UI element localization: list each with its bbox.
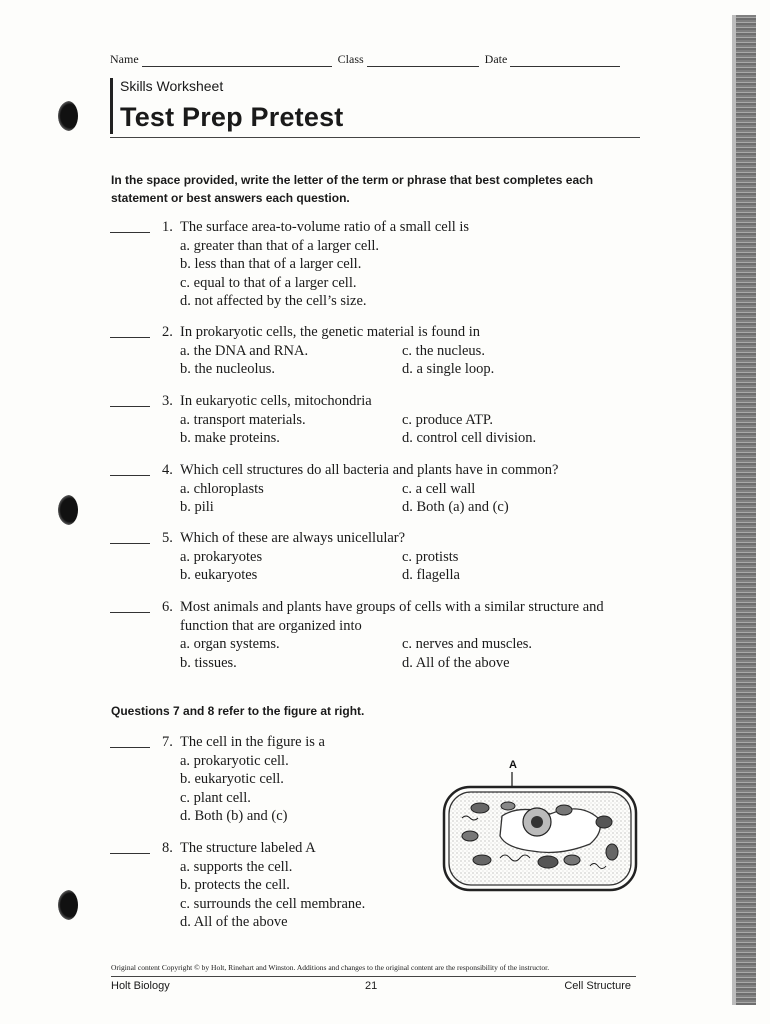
- page-number: 21: [365, 980, 378, 992]
- option-d: d. All of the above: [402, 654, 510, 671]
- option-b: b. eukaryotic cell.: [180, 771, 284, 787]
- title-divider: [110, 137, 640, 138]
- question-number: 8.: [162, 840, 173, 856]
- date-label: Date: [484, 52, 508, 66]
- option-d: d. Both (a) and (c): [402, 499, 509, 515]
- footer-book: Holt Biology: [111, 980, 170, 992]
- figure-label-a: A: [509, 759, 517, 771]
- option-c: c. nerves and muscles.: [402, 636, 533, 652]
- answer-blank-3[interactable]: [110, 406, 150, 407]
- option-a: a. organ systems.: [180, 636, 280, 652]
- plant-cell-diagram-icon: [440, 756, 640, 896]
- option-d: d. a single loop.: [402, 361, 495, 377]
- option-a: a. prokaryotic cell.: [180, 752, 289, 769]
- option-a: a. transport materials.: [180, 411, 306, 428]
- question-number: 4.: [162, 462, 173, 478]
- option-c: c. protists: [402, 548, 459, 565]
- answer-blank-5[interactable]: [110, 543, 150, 544]
- page-title: Test Prep Pretest: [120, 102, 344, 132]
- question-stem: In prokaryotic cells, the genetic material is found in: [180, 324, 480, 340]
- option-c: c. the nucleus.: [402, 342, 485, 359]
- option-b: b. eukaryotes: [180, 567, 258, 583]
- question-stem: Which cell structures do all bacteria and plants have in common?: [180, 462, 559, 478]
- option-d: d. All of the above: [180, 914, 288, 930]
- class-label: Class: [337, 52, 364, 66]
- class-field[interactable]: [367, 54, 479, 67]
- option-c: c. equal to that of a larger cell.: [180, 274, 357, 291]
- question-stem: The structure labeled A: [180, 840, 316, 856]
- option-d: d. not affected by the cell’s size.: [180, 293, 367, 309]
- option-d: d. control cell division.: [402, 430, 537, 446]
- binder-hole-icon: [58, 101, 78, 131]
- option-c: c. produce ATP.: [402, 411, 494, 428]
- section-label: Questions 7 and 8 refer to the figure at right.: [111, 704, 365, 718]
- answer-blank-7[interactable]: [110, 747, 150, 748]
- name-label: Name: [110, 52, 139, 66]
- question-stem: The cell in the figure is a: [180, 734, 325, 750]
- worksheet-type: Skills Worksheet: [120, 78, 224, 94]
- option-b: b. pili: [180, 499, 214, 515]
- option-b: b. make proteins.: [180, 430, 280, 446]
- option-b: b. protects the cell.: [180, 877, 290, 893]
- option-b: b. less than that of a larger cell.: [180, 256, 362, 272]
- name-field[interactable]: [142, 54, 332, 67]
- option-a: a. supports the cell.: [180, 858, 293, 875]
- copyright-notice: Original content Copyright © by Holt, Rinehart and Winston. Additions and changes to the original content are the responsibility of the instructor.: [111, 963, 550, 972]
- question-stem-cont: function that are organized into: [180, 617, 362, 634]
- option-b: b. tissues.: [180, 654, 237, 671]
- question-stem: The surface area-to-volume ratio of a small cell is: [180, 219, 470, 235]
- option-a: a. the DNA and RNA.: [180, 342, 309, 359]
- binder-hole-icon: [58, 495, 78, 525]
- option-c: c. a cell wall: [402, 480, 476, 497]
- option-c: c. plant cell.: [180, 789, 251, 806]
- option-a: a. chloroplasts: [180, 480, 264, 497]
- footer-chapter: Cell Structure: [564, 980, 631, 992]
- option-a: a. greater than that of a larger cell.: [180, 237, 379, 254]
- answer-blank-1[interactable]: [110, 232, 150, 233]
- question-stem: In eukaryotic cells, mitochondria: [180, 393, 372, 409]
- option-d: d. flagella: [402, 567, 460, 583]
- option-d: d. Both (b) and (c): [180, 808, 288, 824]
- question-number: 5.: [162, 530, 173, 546]
- question-number: 7.: [162, 734, 173, 750]
- title-bar: [110, 78, 113, 134]
- question-stem: Which of these are always unicellular?: [180, 530, 406, 546]
- question-stem: Most animals and plants have groups of cells with a similar structure and: [180, 599, 604, 615]
- plant-cell-figure: [440, 756, 640, 896]
- footer-divider: [111, 976, 636, 977]
- question-number: 1.: [162, 219, 173, 235]
- answer-blank-8[interactable]: [110, 853, 150, 854]
- answer-blank-4[interactable]: [110, 475, 150, 476]
- answer-blank-2[interactable]: [110, 337, 150, 338]
- header-fields: [110, 52, 622, 67]
- question-number: 6.: [162, 599, 173, 615]
- option-a: a. prokaryotes: [180, 548, 263, 565]
- question-number: 3.: [162, 393, 173, 409]
- binder-hole-icon: [58, 890, 78, 920]
- date-field[interactable]: [510, 54, 620, 67]
- option-b: b. the nucleolus.: [180, 361, 276, 377]
- question-number: 2.: [162, 324, 173, 340]
- option-c: c. surrounds the cell membrane.: [180, 895, 366, 912]
- instructions: In the space provided, write the letter of the term or phrase that best completes each statement or best answers each question.: [111, 173, 594, 205]
- answer-blank-6[interactable]: [110, 612, 150, 613]
- scan-edge: [736, 15, 756, 1005]
